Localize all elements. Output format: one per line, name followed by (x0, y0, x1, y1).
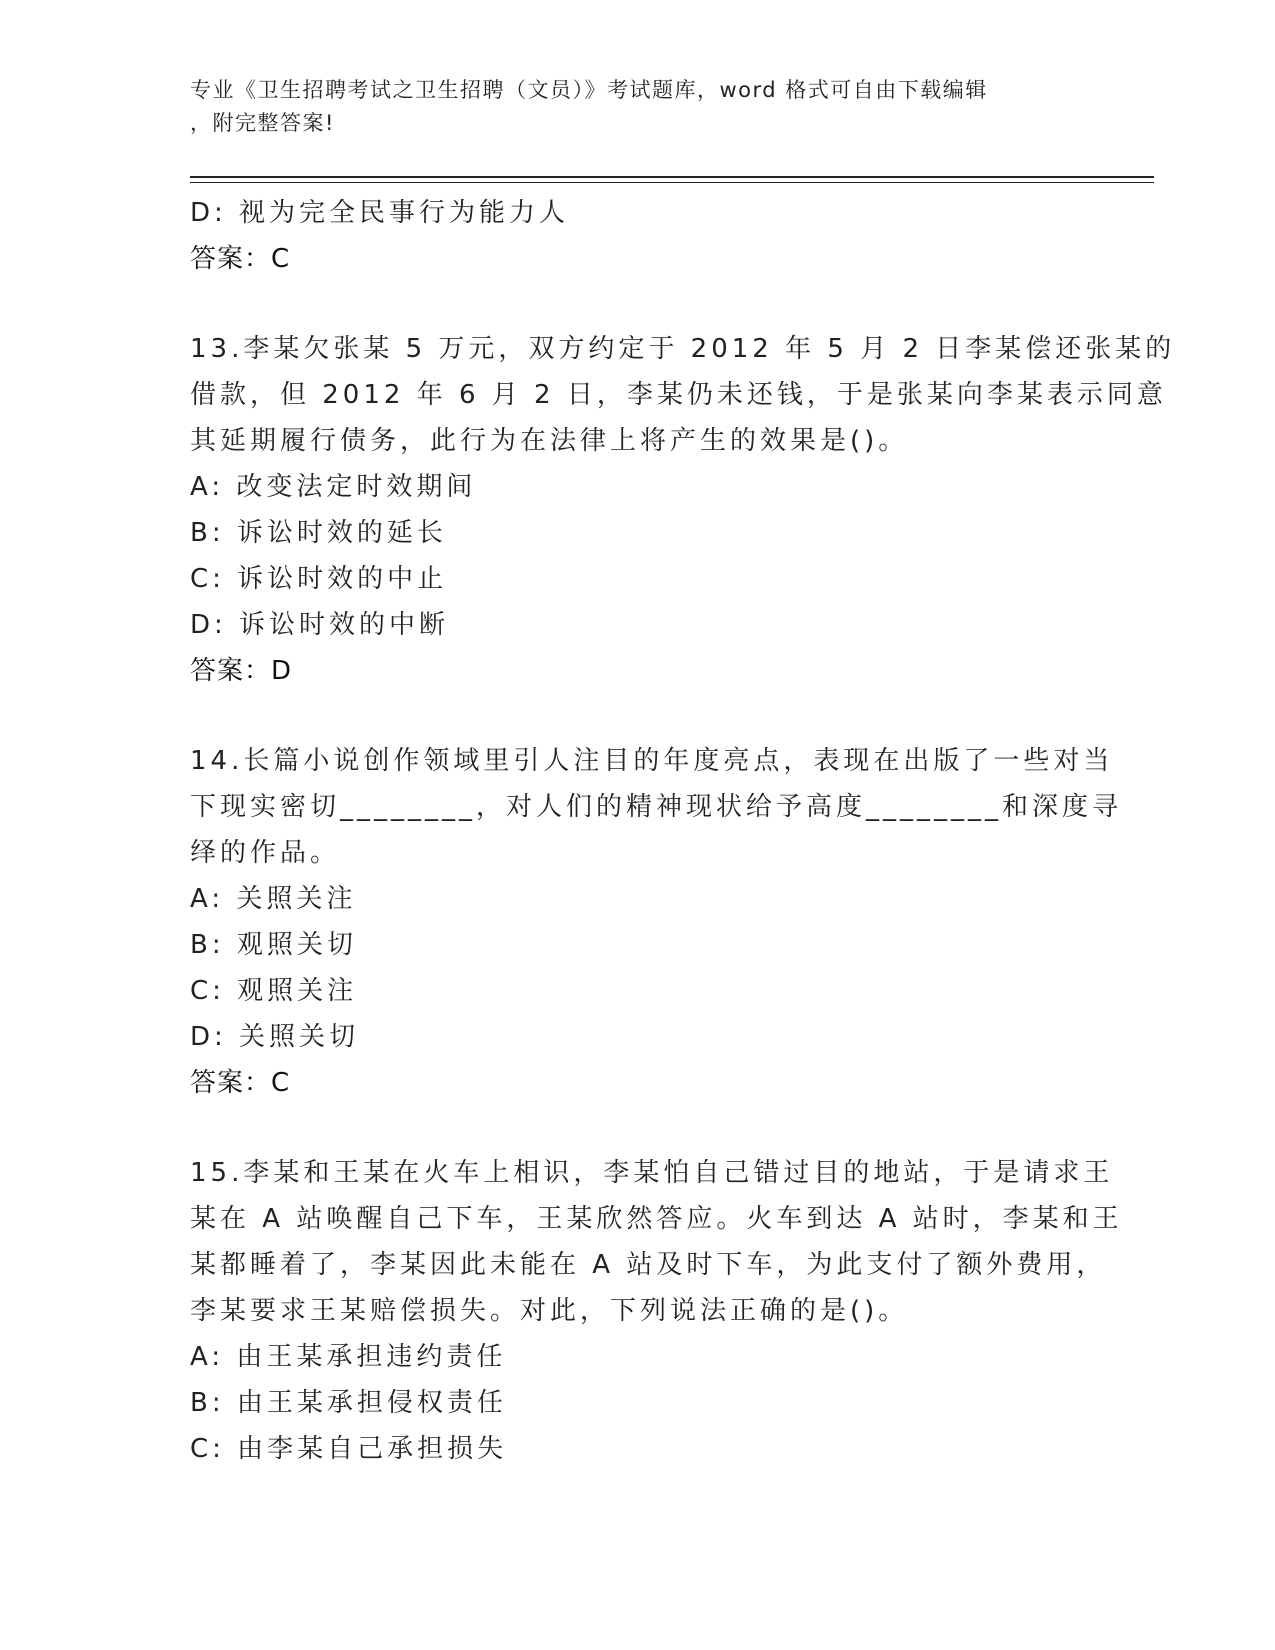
question-14 (190, 738, 1123, 1106)
question-stem-line: 其延期履行债务，此行为在法律上将产生的效果是()。 (190, 426, 909, 456)
answer-text: 答案：C (190, 1068, 291, 1098)
question-15 (190, 1150, 1123, 1472)
question-stem-line: 13.李某欠张某 5 万元，双方约定于 2012 年 5 月 2 日李某偿还张某的 (190, 334, 1176, 364)
option-d: D: 诉讼时效的中断 (190, 610, 450, 640)
question-stem-line: 某都睡着了，李某因此未能在 A 站及时下车，为此支付了额外费用， (190, 1250, 1107, 1280)
option-c: C: 诉讼时效的中止 (190, 564, 448, 594)
option-b: B: 诉讼时效的延长 (190, 518, 447, 548)
question-stem-line: 李某要求王某赔偿损失。对此，下列说法正确的是()。 (190, 1296, 909, 1326)
spacer (190, 282, 1080, 326)
option-c: C: 观照关注 (190, 976, 358, 1006)
prev-option-d: D: 视为完全民事行为能力人 (190, 198, 570, 228)
question-stem-line: 14.长篇小说创作领域里引人注目的年度亮点，表现在出版了一些对当 (190, 746, 1114, 776)
question-stem-line: 下现实密切________，对人们的精神现状给予高度________和深度寻 (190, 792, 1123, 822)
option-a: A: 关照关注 (190, 884, 357, 914)
document-header (190, 74, 1090, 140)
option-a: A: 由王某承担违约责任 (190, 1342, 507, 1372)
spacer (190, 694, 1080, 738)
header-divider-thick (190, 176, 1154, 178)
prev-answer: 答案：C (190, 244, 291, 274)
spacer (190, 1106, 1080, 1150)
option-d: D: 关照关切 (190, 1022, 360, 1052)
header-divider-thin (190, 182, 1154, 183)
answer-text: 答案：D (190, 656, 293, 686)
header-line-1: 专业《卫生招聘考试之卫生招聘（文员）》考试题库，word 格式可自由下载编辑 (190, 78, 988, 102)
question-13 (190, 326, 1176, 694)
question-stem-line: 15.李某和王某在火车上相识，李某怕自己错过目的地站，于是请求王 (190, 1158, 1114, 1188)
option-b: B: 由王某承担侵权责任 (190, 1388, 507, 1418)
question-stem-line: 绎的作品。 (190, 838, 341, 868)
option-c: C: 由李某自己承担损失 (190, 1434, 508, 1464)
question-stem-line: 借款，但 2012 年 6 月 2 日，李某仍未还钱，于是张某向李某表示同意 (190, 380, 1167, 410)
option-a: A: 改变法定时效期间 (190, 472, 477, 502)
question-stem-line: 某在 A 站唤醒自己下车，王某欣然答应。火车到达 A 站时，李某和王 (190, 1204, 1123, 1234)
option-b: B: 观照关切 (190, 930, 357, 960)
header-line-2: ，附完整答案! (190, 111, 335, 135)
question-content (190, 190, 1176, 1472)
